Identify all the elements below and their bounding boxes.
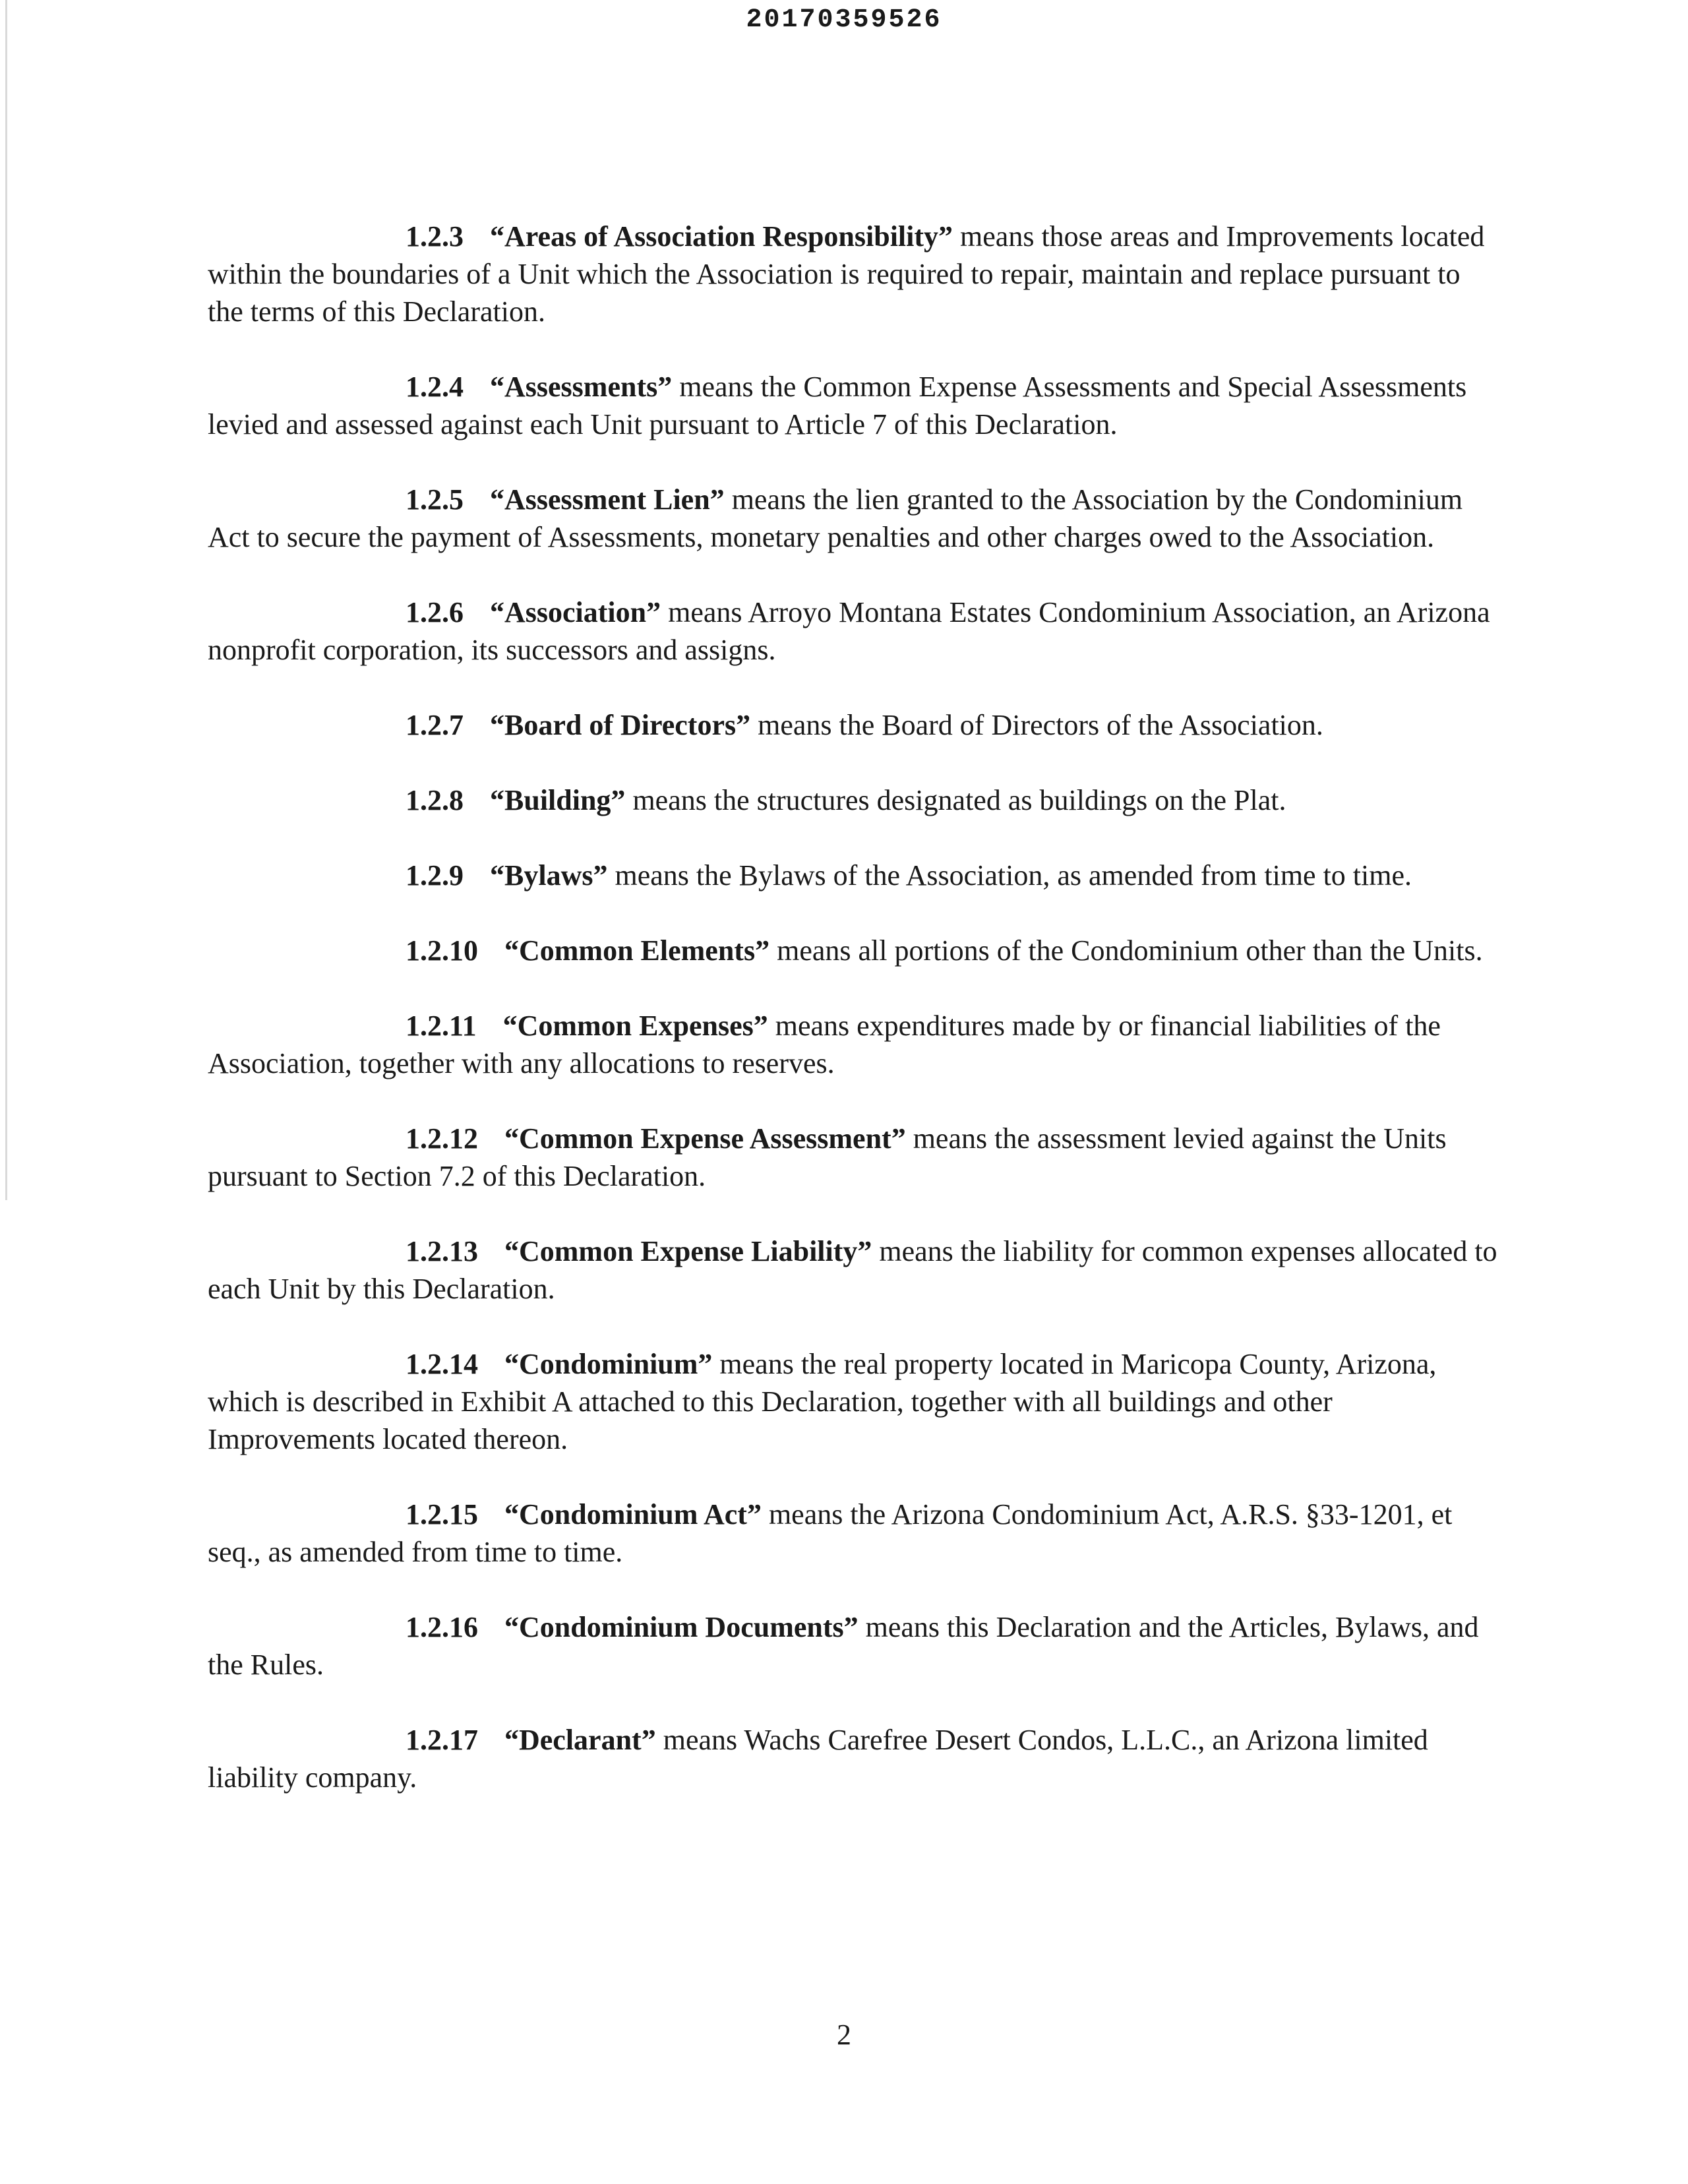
page-number: 2: [837, 2018, 851, 2051]
section-number: 1.2.6: [406, 596, 464, 628]
definition-text: means Arroyo Montana Estates Condominium Association, an Arizona nonprofit corporation, its successors and assigns.: [208, 596, 1490, 666]
definition-paragraph: [208, 481, 1500, 556]
definition-text: means the structures designated as buildings on the Plat.: [625, 784, 1286, 816]
defined-term: “Condominium Act”: [504, 1498, 762, 1531]
defined-term: “Declarant”: [504, 1724, 656, 1756]
definition-paragraph: [208, 368, 1500, 443]
section-number: 1.2.10: [406, 934, 478, 967]
defined-term: “Common Expenses”: [502, 1010, 768, 1042]
defined-term: “Areas of Association Responsibility”: [490, 220, 953, 253]
defined-term: “Assessment Lien”: [490, 483, 725, 516]
definition-paragraph: [208, 706, 1500, 744]
defined-term: “Bylaws”: [490, 859, 608, 892]
definition-paragraph: [208, 1007, 1500, 1082]
section-number: 1.2.14: [406, 1348, 478, 1380]
definition-paragraph: [208, 1496, 1500, 1571]
defined-term: “Common Expense Assessment”: [504, 1122, 906, 1155]
definition-text: means the Bylaws of the Association, as amended from time to time.: [607, 859, 1412, 892]
section-number: 1.2.13: [406, 1235, 478, 1267]
definition-text: means the Arizona Condominium Act, A.R.S. §33-1201, et seq., as amended from time to time.: [208, 1498, 1453, 1568]
section-number: 1.2.5: [406, 483, 464, 516]
section-number: 1.2.8: [406, 784, 464, 816]
definition-text: means the assessment levied against the Units pursuant to Section 7.2 of this Declaration.: [208, 1122, 1447, 1192]
defined-term: “Condominium Documents”: [504, 1611, 859, 1643]
definition-text: means this Declaration and the Articles, Bylaws, and the Rules.: [208, 1611, 1479, 1681]
defined-term: “Board of Directors”: [490, 709, 751, 741]
section-number: 1.2.17: [406, 1724, 478, 1756]
document-number: 20170359526: [746, 5, 942, 35]
definition-text: means the liability for common expenses allocated to each Unit by this Declaration.: [208, 1235, 1497, 1305]
definition-paragraph: [208, 1721, 1500, 1796]
definition-text: means those areas and Improvements located within the boundaries of a Unit which the Association is required to repair, maintain and replace pursuant to the terms of this Declaration.: [208, 220, 1485, 328]
defined-term: “Common Expense Liability”: [504, 1235, 872, 1267]
definition-paragraph: [208, 1120, 1500, 1195]
definitions-section: [208, 218, 1500, 1834]
section-number: 1.2.4: [406, 371, 464, 403]
defined-term: “Building”: [490, 784, 626, 816]
section-number: 1.2.7: [406, 709, 464, 741]
definition-text: means Wachs Carefree Desert Condos, L.L.C., an Arizona limited liability company.: [208, 1724, 1428, 1794]
section-number: 1.2.16: [406, 1611, 478, 1643]
definition-paragraph: [208, 1345, 1500, 1458]
definition-paragraph: [208, 857, 1500, 894]
section-number: 1.2.9: [406, 859, 464, 892]
section-number: 1.2.3: [406, 220, 464, 253]
definition-paragraph: [208, 781, 1500, 819]
section-number: 1.2.12: [406, 1122, 478, 1155]
definition-text: means the Board of Directors of the Association.: [750, 709, 1323, 741]
definition-text: means the lien granted to the Association by the Condominium Act to secure the payment of Assessments, monetary penalties and other charges owed to the Association.: [208, 483, 1463, 553]
definition-text: means the real property located in Maricopa County, Arizona, which is described in Exhibit A attached to this Declaration, together with all buildings and other Improvements located thereon.: [208, 1348, 1437, 1455]
definition-paragraph: [208, 1232, 1500, 1308]
defined-term: “Common Elements”: [504, 934, 770, 967]
definition-paragraph: [208, 218, 1500, 330]
section-number: 1.2.15: [406, 1498, 478, 1531]
definition-paragraph: [208, 1608, 1500, 1684]
section-number: 1.2.11: [406, 1010, 477, 1042]
definition-paragraph: [208, 932, 1500, 969]
defined-term: “Association”: [490, 596, 661, 628]
defined-term: “Condominium”: [504, 1348, 713, 1380]
definition-text: means expenditures made by or financial liabilities of the Association, together with any allocations to reserves.: [208, 1010, 1441, 1079]
definition-text: means the Common Expense Assessments and Special Assessments levied and assessed against each Unit pursuant to Article 7 of this Declaration.: [208, 371, 1467, 440]
defined-term: “Assessments”: [490, 371, 673, 403]
definition-paragraph: [208, 593, 1500, 669]
definition-text: means all portions of the Condominium other than the Units.: [769, 934, 1483, 967]
scan-edge-rule: [5, 0, 7, 1200]
